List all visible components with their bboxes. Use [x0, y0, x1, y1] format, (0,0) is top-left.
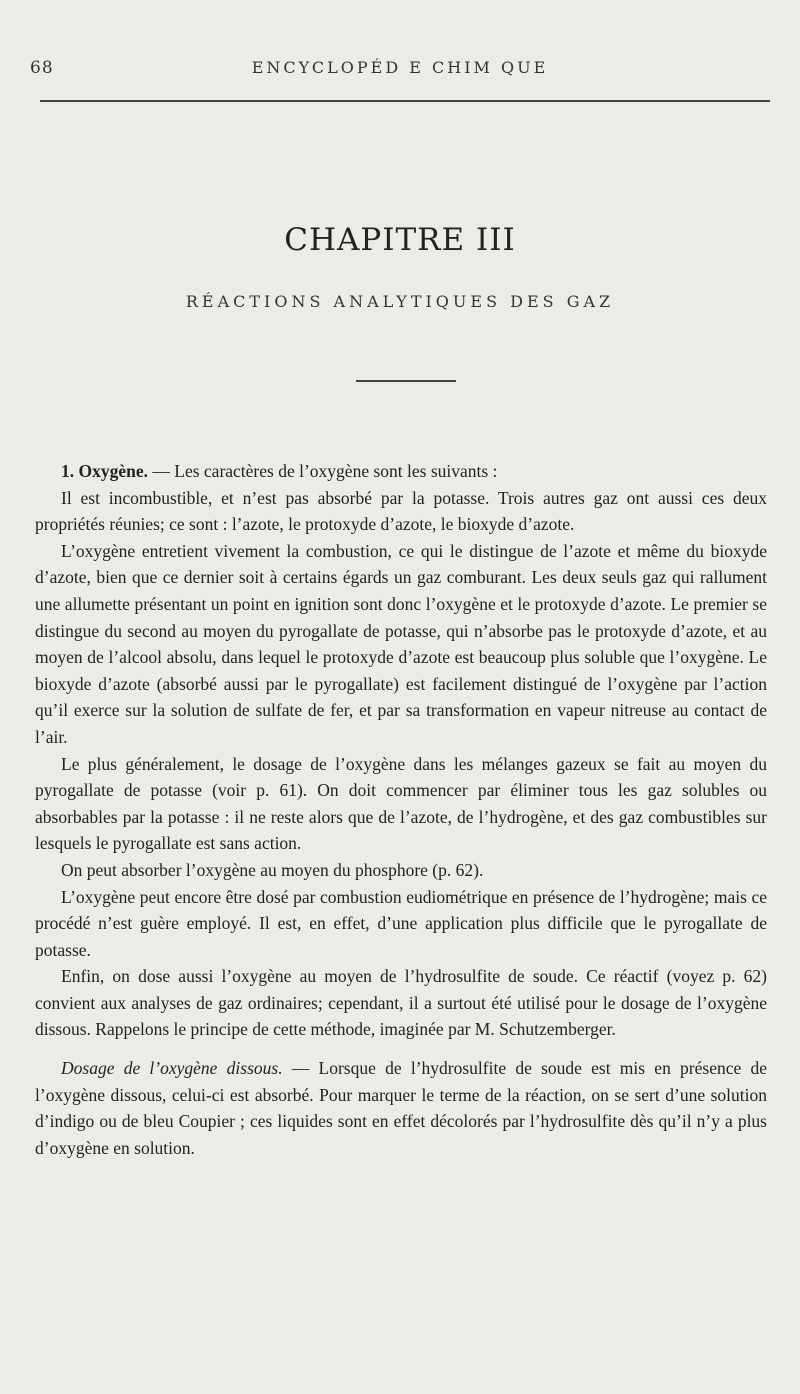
chapter-subtitle: RÉACTIONS ANALYTIQUES DES GAZ	[185, 292, 615, 311]
running-title: ENCYCLOPÉD E CHIM QUE	[251, 58, 549, 77]
chapter-divider	[356, 380, 456, 382]
subsection-text: — Lorsque de l’hydrosulfite de soude est mis en présence de l’oxygène dissous, celui-ci est absorbé. Pour marquer le terme de la réaction, on se sert d’une solution d’indigo ou de bleu Coupier ; ces liquides sont en effet décolorés par l’hydrosulfite dès qu’il n’y a plus d’oxygène en solution.	[35, 1058, 767, 1158]
section-title: Oxygène.	[78, 461, 149, 481]
section-number: 1.	[61, 461, 75, 481]
section-lead: — Les caractères de l’oxygène sont les suivants :	[148, 461, 498, 481]
chapter-title: CHAPITRE III	[284, 222, 516, 258]
paragraph: L’oxygène entretient vivement la combustion, ce qui le distingue de l’azote et même du bioxyde d’azote, bien que ce dernier soit à certains égards un gaz comburant. Les deux seuls gaz qui rallument une allumette présentant un point en ignition sont donc l’oxygène et le protoxyde d’azote. Le premier se distingue du second au moyen du pyrogallate de potasse, qui n’absorbe pas le protoxyde d’azote, et au moyen de l’alcool absolu, dans lequel le protoxyde d’azote est beaucoup plus soluble que l’oxygène. Le bioxyde d’azote (absorbé aussi par le pyrogallate) est facilement distingué de l’oxygène par l’action qu’il exerce sur la solution de sulfate de fer, et par sa transformation en vapeur nitreuse au contact de l’air.	[35, 540, 767, 747]
paragraph: L’oxygène peut encore être dosé par combustion eudiométrique en présence de l’hydrogène; mais ce procédé n’est guère employé. Il est, en effet, d’une application plus difficile que le pyrogallate de potasse.	[35, 886, 767, 960]
paragraph: Enfin, on dose aussi l’oxygène au moyen de l’hydrosulfite de soude. Ce réactif (voyez p. 62) convient aux analyses de gaz ordinaires; cependant, il a surtout été utilisé pour le dosage de l’oxygène dissous. Rappelons le principe de cette méthode, imaginée par M. Schutzemberger.	[35, 966, 767, 1040]
paragraph: Il est incombustible, et n’est pas absorbé par la potasse. Trois autres gaz ont aussi ces deux propriétés réunies; ce sont : l’azote, le protoxyde d’azote, le bioxyde d’azote.	[35, 487, 767, 535]
subsection-title: Dosage de l’oxygène dissous.	[61, 1058, 283, 1079]
header-rule	[40, 100, 770, 102]
page-number: 68	[30, 58, 54, 78]
body-text	[35, 458, 767, 1161]
running-head	[30, 58, 770, 82]
section-heading-paragraph	[35, 458, 767, 485]
subsection-paragraph	[35, 1055, 767, 1161]
paragraph: Le plus généralement, le dosage de l’oxygène dans les mélanges gazeux se fait au moyen du pyrogallate de potasse (voir p. 61). On doit commencer par éliminer tous les gaz solubles ou absorbables par la potasse : il ne reste alors que de l’azote, de l’hydrogène, et des gaz combustibles sur lesquels le pyrogallate est sans action.	[35, 753, 767, 854]
paragraph: On peut absorber l’oxygène au moyen du phosphore (p. 62).	[61, 859, 484, 880]
